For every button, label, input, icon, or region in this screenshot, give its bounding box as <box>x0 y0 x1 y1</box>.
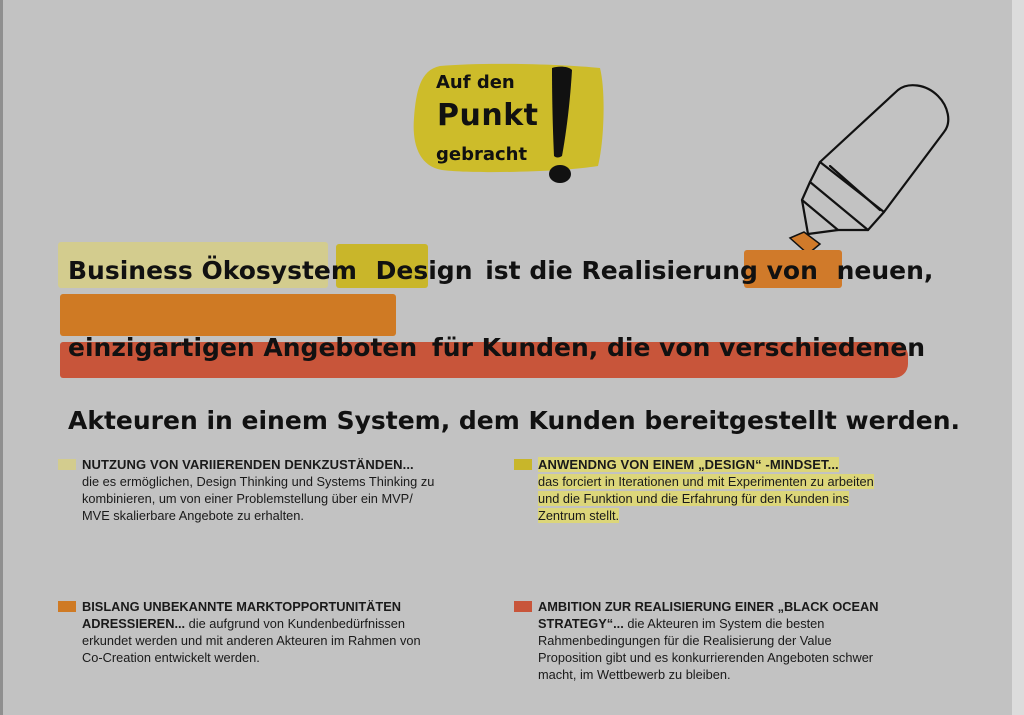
section-design-mindset <box>514 456 884 524</box>
highlighter-marker-icon <box>780 70 965 260</box>
section-body: die Akteuren im System die besten Rahmenbedingungen für die Realisierung der Value Proposition gibt und es konkurrierenden Angeboten schwer macht, im Wettbewerb zu bleiben. <box>538 616 874 682</box>
badge-line-3: gebracht <box>436 144 528 165</box>
headline-line-2 <box>58 333 938 362</box>
exclamation-icon <box>540 64 580 189</box>
headline-line-1 <box>58 256 938 285</box>
section-marker-square <box>514 459 532 470</box>
section-body: die aufgrund von Kundenbedürfnissen erkundet werden und mit anderen Akteuren im Rahmen von Co-Creation entwickelt werden. <box>82 616 421 665</box>
section-title: AMBITION ZUR REALISIERUNG EINER „BLACK OCEAN STRATEGY“... <box>538 599 879 631</box>
section-marker-square <box>58 459 76 470</box>
section-denkzustaende <box>58 456 438 524</box>
section-black-ocean <box>514 598 894 683</box>
headline-part-fuer-kunden: für Kunden, die von verschiedenen <box>431 333 926 362</box>
headline-line-3: Akteuren in einem System, dem Kunden bereitgestellt werden. <box>68 406 961 435</box>
left-edge <box>0 0 3 715</box>
right-edge <box>1012 0 1024 715</box>
section-title: NUTZUNG VON VARIIERENDEN DENKZUSTÄNDEN... <box>82 457 414 472</box>
headline-part-ist-die: ist die Realisierung von <box>485 256 818 285</box>
headline <box>58 242 961 435</box>
headline-part-design: Design <box>375 256 473 285</box>
headline-part-business-oekosystem: Business Ökosystem <box>68 256 357 285</box>
headline-part-neuen: neuen, <box>836 256 934 285</box>
highlight-bg-4 <box>60 294 396 336</box>
section-body: die es ermöglichen, Design Thinking und Systems Thinking zu kombinieren, um von einer Problemstellung über ein MVP/ MVE skalierbare Angebote zu erhalten. <box>82 474 435 523</box>
badge-line-2: Punkt <box>437 98 539 133</box>
badge-line-1: Auf den <box>436 72 515 93</box>
section-marker-square <box>514 601 532 612</box>
section-marktopportunitaeten <box>58 598 433 666</box>
section-title: BISLANG UNBEKANNTE MARKTOPPORTUNITÄTEN ADRESSIEREN... <box>82 599 401 631</box>
section-title: ANWENDNG VON EINEM „DESIGN“ -MINDSET... <box>538 457 839 472</box>
section-body: das forciert in Iterationen und mit Experimenten zu arbeiten und die Funktion und die Erfahrung für den Kunden ins Zentrum stellt. <box>538 474 874 523</box>
headline-part-einzigartigen: einzigartigen Angeboten <box>68 333 418 362</box>
section-marker-square <box>58 601 76 612</box>
